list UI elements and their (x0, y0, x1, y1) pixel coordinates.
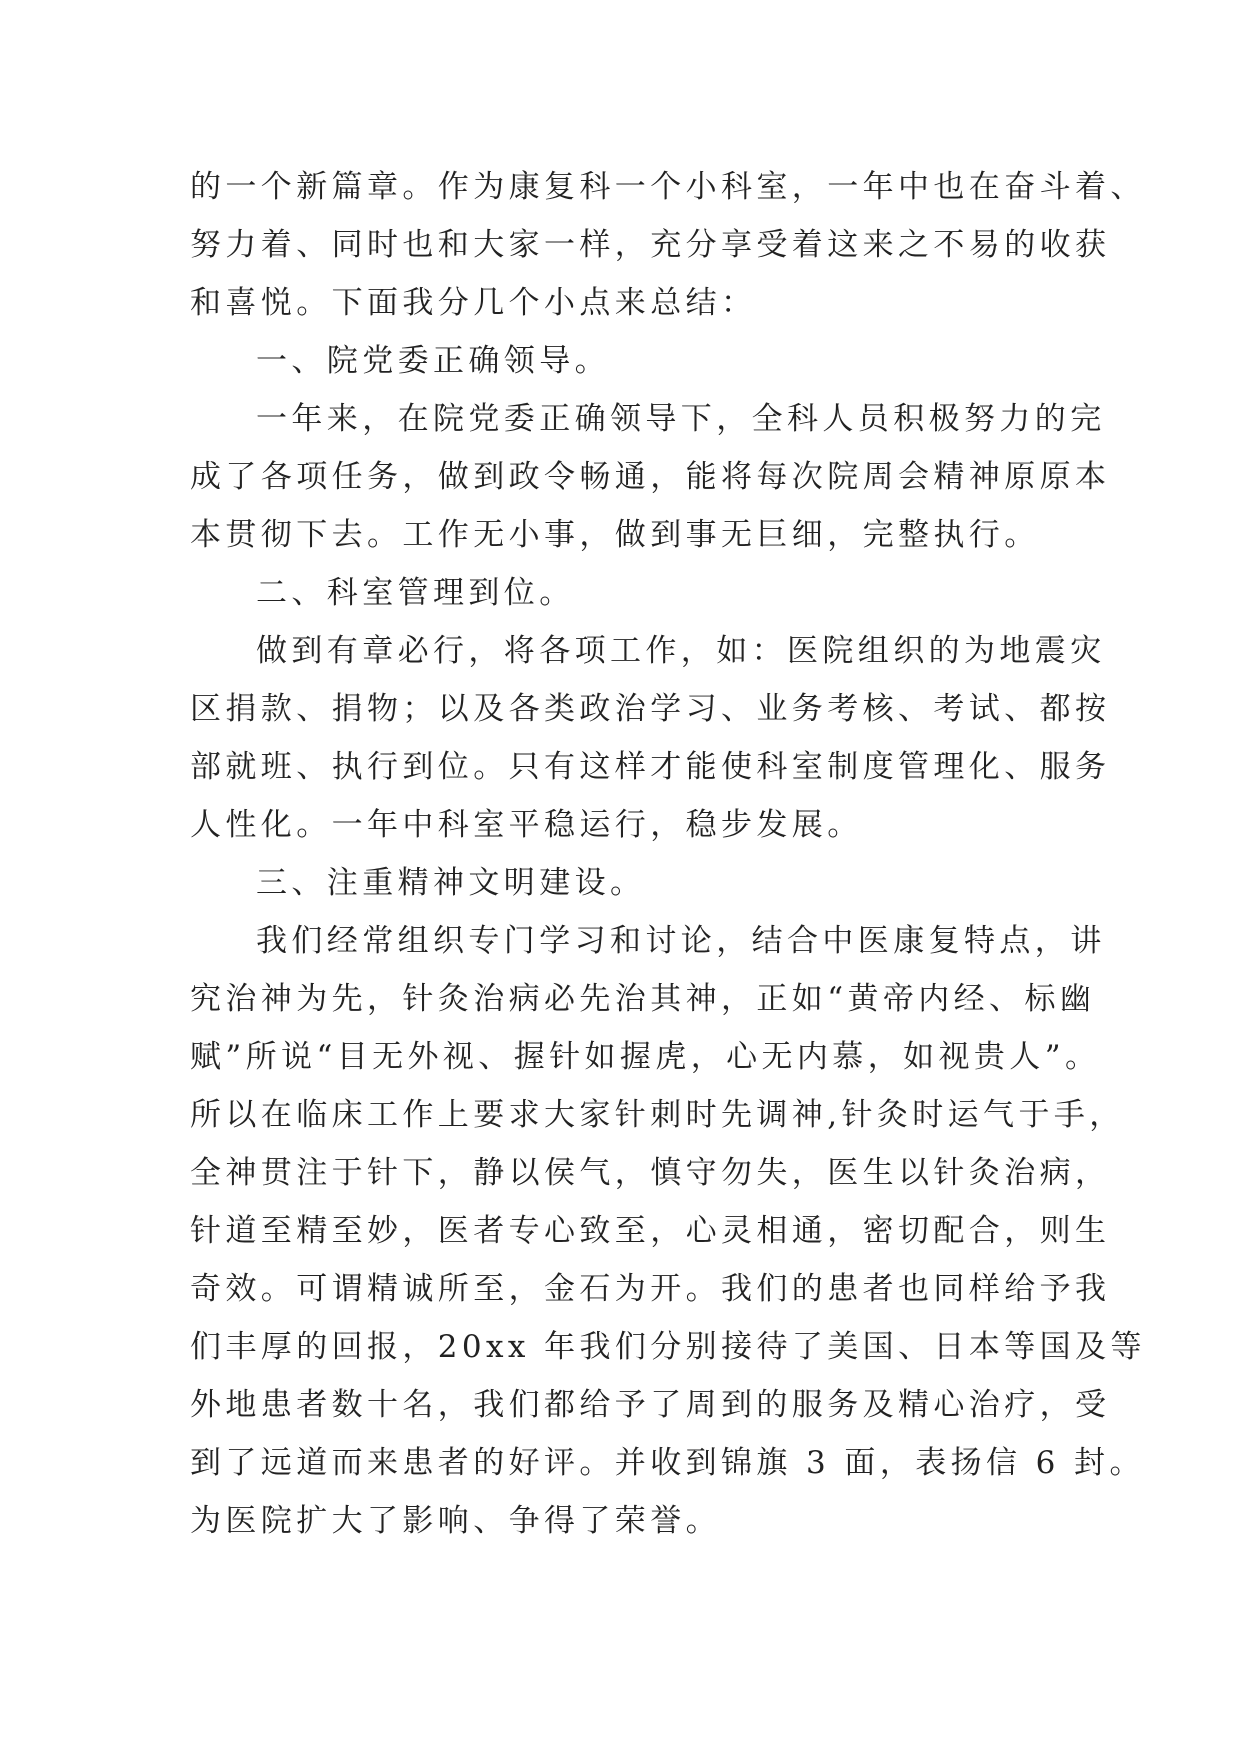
text-line: 区捐款、捐物；以及各类政治学习、业务考核、考试、都按 (190, 691, 1111, 727)
text-line: 人性化。一年中科室平稳运行，稳步发展。 (190, 807, 863, 843)
text-line: 全神贯注于针下，静以侯气，慎守勿失，医生以针灸治病， (190, 1155, 1111, 1191)
text-line: 为医院扩大了影响、争得了荣誉。 (190, 1503, 721, 1539)
text-line: 赋”所说“目无外视、握针如握虎，心无内慕，如视贵人”。 (190, 1039, 1101, 1075)
paragraph-start: 我们经常组织专门学习和讨论，结合中医康复特点，讲 (256, 923, 1106, 959)
text-line: 部就班、执行到位。只有这样才能使科室制度管理化、服务 (190, 749, 1111, 785)
text-line: 本贯彻下去。工作无小事，做到事无巨细，完整执行。 (190, 517, 1040, 553)
section-heading-2: 二、科室管理到位。 (256, 575, 575, 611)
text-line: 外地患者数十名，我们都给予了周到的服务及精心治疗，受 (190, 1387, 1111, 1423)
section-heading-3: 三、注重精神文明建设。 (256, 865, 646, 901)
text-line: 针道至精至妙，医者专心致至，心灵相通，密切配合，则生 (190, 1213, 1111, 1249)
paragraph-start: 做到有章必行，将各项工作，如：医院组织的为地震灾 (256, 633, 1106, 669)
paragraph-start: 一年来，在院党委正确领导下，全科人员积极努力的完 (256, 401, 1106, 437)
text-line: 奇效。可谓精诚所至，金石为开。我们的患者也同样给予我 (190, 1271, 1111, 1307)
text-line: 们丰厚的回报，20xx 年我们分别接待了美国、日本等国及等 (190, 1329, 1146, 1365)
text-line: 到了远道而来患者的好评。并收到锦旗 3 面，表扬信 6 封。 (190, 1445, 1145, 1481)
text-line: 和喜悦。下面我分几个小点来总结： (190, 285, 757, 321)
text-line: 所以在临床工作上要求大家针刺时先调神,针灸时运气于手， (190, 1097, 1125, 1133)
text-line: 成了各项任务，做到政令畅通，能将每次院周会精神原原本 (190, 459, 1111, 495)
text-line: 努力着、同时也和大家一样，充分享受着这来之不易的收获 (190, 227, 1111, 263)
section-heading-1: 一、院党委正确领导。 (256, 343, 610, 379)
document-body (190, 158, 1146, 1550)
text-line: 的一个新篇章。作为康复科一个小科室，一年中也在奋斗着、 (190, 169, 1146, 205)
text-line: 究治神为先，针灸治病必先治其神，正如“黄帝内经、标幽 (190, 981, 1096, 1017)
